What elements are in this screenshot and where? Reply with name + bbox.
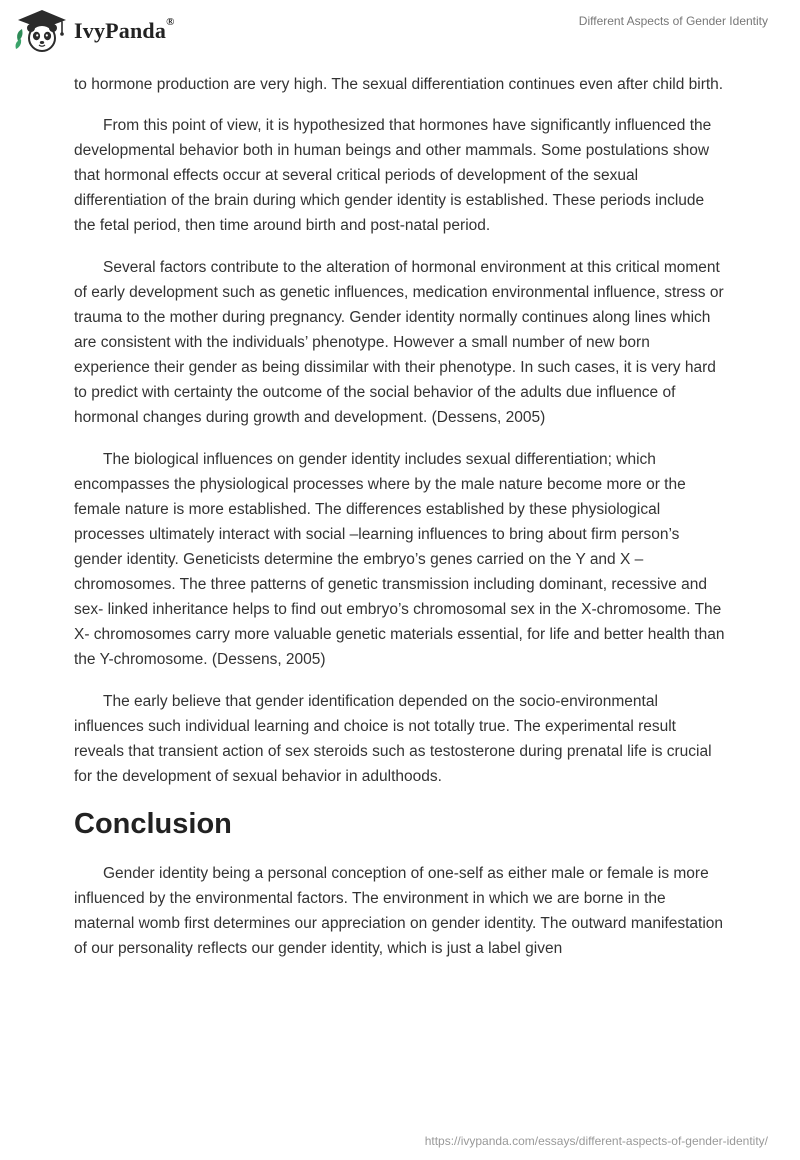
document-title: Different Aspects of Gender Identity: [578, 14, 768, 28]
paragraph: From this point of view, it is hypothesized that hormones have significantly influenced the developmental behavior both in human beings and other mammals. Some postulations show that hormonal effects occur at several critical periods of development of the sexual differentiation of the brain during which gender identity is established. These periods include the fetal period, then time around birth and post-natal period.: [74, 117, 712, 234]
source-url[interactable]: https://ivypanda.com/essays/different-aspects-of-gender-identity/: [424, 1134, 768, 1148]
conclusion-paragraph: Gender identity being a personal conception of one-self as either male or female is more influenced by the environmental factors. The environment in which we are borne in the maternal womb first determines our appreciation on gender identity. The outward manifestation of our personality reflects our gender identity, which is just a label given: [74, 865, 724, 957]
paragraph: Several factors contribute to the alteration of hormonal environment at this critical moment of early development such as genetic influences, medication environmental influence, stress or trauma to the mother during pregnancy. Gender identity normally continues along lines which are consistent with the individuals’ phenotype. However a small number of new born experience their gender as being dissimilar with their phenotype. In such cases, it is very hard to predict with certainty the outcome of the social behavior of the adults due influence of hormonal changes during growth and development. (Dessens, 2005): [74, 259, 724, 426]
ivypanda-logo[interactable]: [14, 9, 214, 53]
paragraph: The biological influences on gender identity includes sexual differentiation; which encompasses the physiological processes where by the male nature become more or the female nature is more established. The differences established by these physiological processes ultimately interact with social –learning influences to bring about firm person’s gender identity. Geneticists determine the embryo’s genes carried on the Y and X –chromosomes. The three patterns of genetic transmission including dominant, recessive and sex- linked inheritance helps to find out embryo’s chromosomal sex in the X-chromosome. The X- chromosomes carry more valuable genetic materials essential, for life and better health than the Y-chromosome. (Dessens, 2005): [74, 451, 725, 668]
panda-graduation-cap-icon: [14, 9, 70, 53]
paragraph: The early believe that gender identification depended on the socio-environmental influences such individual learning and choice is not totally true. The experimental result reveals that transient action of sex steroids such as testosterone during prenatal life is crucial for the development of sexual behavior in adulthoods.: [74, 693, 712, 785]
essay-content: [74, 72, 728, 978]
page-header: [0, 0, 800, 60]
conclusion-heading: Conclusion: [74, 808, 232, 840]
brand-name: IvyPanda®: [74, 16, 175, 43]
paragraph: to hormone production are very high. The sexual differentiation continues even after child birth.: [74, 76, 724, 93]
